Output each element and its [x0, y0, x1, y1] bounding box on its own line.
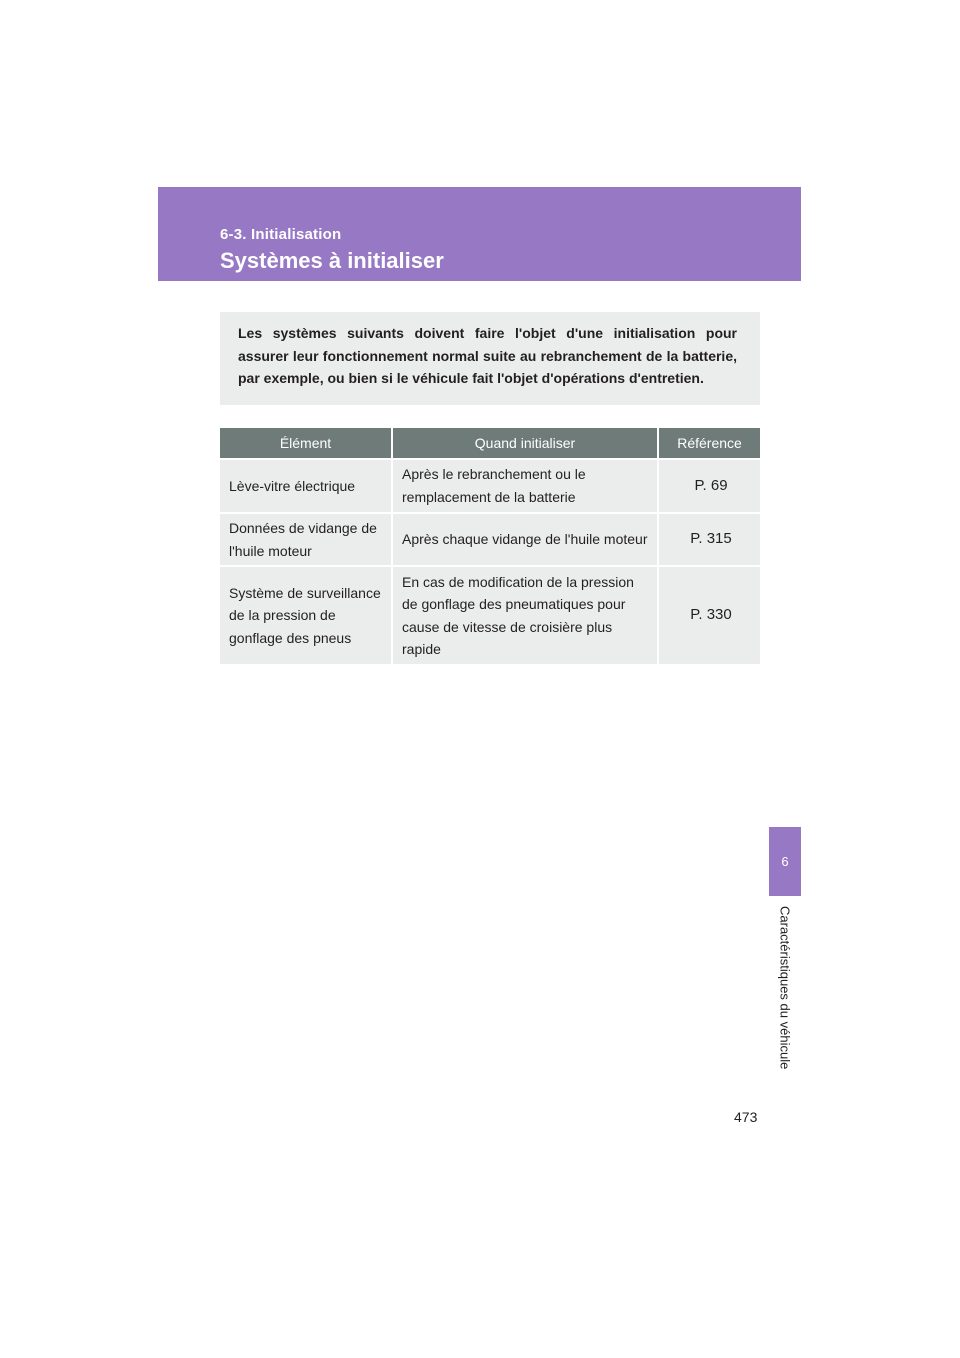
table-header-row — [220, 428, 760, 459]
cell-when: Après le rebranchement ou le remplacement de la batterie — [392, 459, 658, 513]
column-header-element: Élément — [220, 428, 392, 459]
table-row — [220, 513, 760, 566]
cell-when: En cas de modification de la pression de gonflage des pneumatiques pour cause de vitesse de croisière plus rapide — [392, 566, 658, 664]
cell-reference: P. 315 — [658, 513, 760, 566]
cell-element: Lève-vitre électrique — [220, 459, 392, 513]
initialization-table — [220, 428, 760, 664]
cell-element: Système de surveillance de la pression de gonflage des pneus — [220, 566, 392, 664]
cell-reference: P. 330 — [658, 566, 760, 664]
cell-element: Données de vidange de l'huile moteur — [220, 513, 392, 566]
page-number: 473 — [734, 1109, 758, 1125]
intro-text: Les systèmes suivants doivent faire l'objet d'une initialisation pour assurer leur fonctionnement normal suite au rebranchement de la batterie, par exemple, ou bien si le véhicule fait l'objet d'opérations d'entretien. — [238, 325, 737, 386]
chapter-side-label — [772, 906, 798, 1086]
cell-reference: P. 69 — [658, 459, 760, 513]
intro-box — [220, 312, 760, 405]
chapter-title: Caractéristiques du véhicule — [777, 906, 793, 1070]
chapter-tab[interactable] — [769, 827, 801, 896]
table-row — [220, 566, 760, 664]
chapter-number: 6 — [781, 854, 789, 869]
table-row — [220, 459, 760, 513]
section-header-band — [158, 187, 801, 281]
cell-when: Après chaque vidange de l'huile moteur — [392, 513, 658, 566]
page-title: Systèmes à initialiser — [220, 248, 444, 273]
column-header-reference: Référence — [658, 428, 760, 459]
section-label: 6-3. Initialisation — [220, 226, 342, 243]
column-header-when: Quand initialiser — [392, 428, 658, 459]
